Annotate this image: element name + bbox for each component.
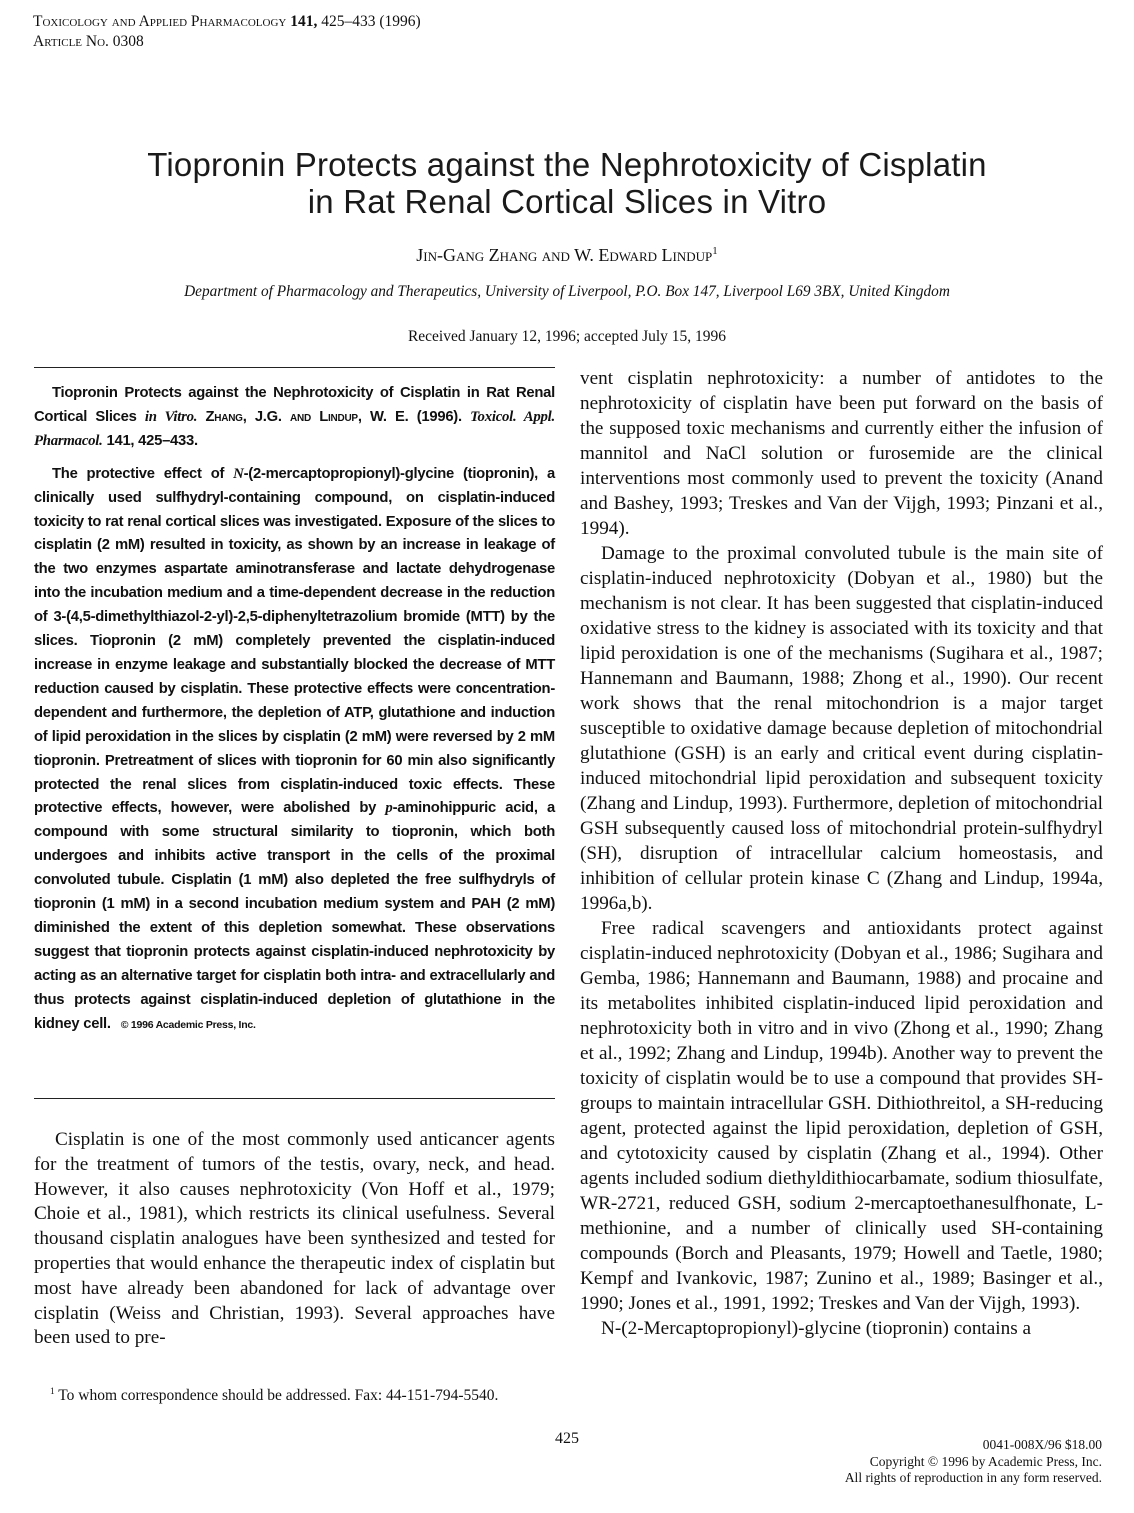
running-head xyxy=(33,12,421,52)
abstract-bottom-rule xyxy=(34,1098,555,1099)
right-paragraph-2: Damage to the proximal convoluted tubule is the main site of cisplatin-induced nephrotoxicity (Dobyan et al., 1980) but the mechanism is not clear. It has been suggested that cisplatin-induced oxidative stress to the kidney is associated with its toxicity and that lipid peroxidation is one of the mechanisms (Sugihara et al., 1987; Hannemann and Baumann, 1988; Zhong et al., 1990). Our recent work shows that the renal mitochondrion is a major target susceptible to oxidative damage because depletion of mitochondrial glutathione (GSH) is an early and critical event during cisplatin-induced mitochondrial lipid peroxidation and subsequent toxicity (Zhang and Lindup, 1993). Furthermore, depletion of mitochondrial GSH subsequently caused loss of mitochondrial protein-sulfhydryl (SH), disruption of intracellular calcium homeostasis, and inhibition of cellular protein kinase C (Zhang and Lindup, 1994a, 1996a,b). xyxy=(580,543,1103,914)
issn-code: 0041-008X/96 $18.00 xyxy=(982,1437,1102,1452)
citation-title: Tiopronin Protects against the Nephrotoxicity of Cisplatin in Rat Renal Cortical Slices xyxy=(34,385,555,425)
abstract xyxy=(34,382,555,1037)
left-column-body xyxy=(34,1128,555,1351)
pages-year: 425–433 (1996) xyxy=(321,13,421,30)
title-line-2: in Rat Renal Cortical Slices in Vitro xyxy=(307,183,827,220)
copyright-block xyxy=(845,1437,1102,1487)
author-names: Jin-Gang Zhang and W. Edward Lindup xyxy=(416,245,713,265)
intro-paragraph: Cisplatin is one of the most commonly used anticancer agents for the treatment of tumors of the testis, ovary, neck, and head. However, it also causes nephrotoxicity (Von Hoff et al., 1979; Choie et al., 1981), which restricts its clinical usefulness. Several thousand cisplatin analogues have been synthesized and tested for properties that would enhance the therapeutic index of cisplatin but most have already been abandoned for lack of advantage over cisplatin (Weiss and Christian, 1993). Several approaches have been used to pre- xyxy=(34,1129,555,1349)
citation-invitro: in Vitro. xyxy=(144,408,198,425)
citation-authors: Zhang, J.G. and Lindup, W. E. (1996). xyxy=(205,408,462,425)
abstract-body-pre: The protective effect of xyxy=(52,465,225,482)
title-line-1: Tiopronin Protects against the Nephrotoxicity of Cisplatin xyxy=(147,146,987,183)
right-paragraph-4: N-(2-Mercaptopropionyl)-glycine (tiopronin) contains a xyxy=(601,1318,1031,1339)
page-number: 425 xyxy=(555,1430,579,1447)
right-paragraph-1: vent cisplatin nephrotoxicity: a number of antidotes to the nephrotoxicity of cisplatin have been put forward on the basis of the supposed toxic mechanisms and currently either the infusion of mannitol and NaCl solution or furosemide are the clinical interventions most commonly used to prevent the toxicity (Anand and Bashey, 1993; Treskes and Van der Vijgh, 1993; Pinzani et al., 1994). xyxy=(580,368,1103,539)
article-title xyxy=(60,146,1074,220)
footnote-mark: 1 xyxy=(50,1386,55,1397)
volume: 141, xyxy=(290,13,318,30)
received-date: Received January 12, 1996; accepted July 15, 1996 xyxy=(407,328,727,345)
article-label: Article No. xyxy=(33,33,109,50)
abstract-citation xyxy=(34,382,555,454)
citation-journal: Toxicol. Appl. Pharmacol. xyxy=(34,408,555,449)
journal-line xyxy=(33,12,421,32)
footnote xyxy=(34,1387,555,1405)
abstract-body-rest: -aminohippuric acid, a compound with some structural similarity to tiopronin, which both undergoes and inhibits active transport in the cells of the proximal convoluted tubule. Cisplatin (1 mM) also depleted the free sulfhydryls of tiopronin (1 mM) in a second incubation medium system and PAH (2 mM) diminished the extent of this depletion somewhat. These observations suggest that tiopronin protects against cisplatin-induced nephrotoxicity by acting as an alternative target for cisplatin both intra- and extracellularly and thus protects against cisplatin-induced depletion of glutathione in the kidney cell. xyxy=(34,800,555,1032)
authors xyxy=(0,245,1134,266)
rights-line: All rights of reproduction in any form reserved. xyxy=(844,1470,1102,1485)
article-number: 0308 xyxy=(112,33,144,50)
abstract-copyright: © 1996 Academic Press, Inc. xyxy=(120,1018,256,1031)
journal-name: Toxicology and Applied Pharmacology xyxy=(33,13,287,30)
affiliation: Department of Pharmacology and Therapeutics, University of Liverpool, P.O. Box 147, Liverpool L69 3BX, United Kingdom xyxy=(184,283,950,300)
abstract-body-n: N xyxy=(233,465,244,482)
author-footnote-mark: 1 xyxy=(712,245,718,257)
abstract-body-p: p xyxy=(385,800,393,817)
citation-pages: 141, 425–433. xyxy=(106,432,198,449)
abstract-body xyxy=(34,463,555,1038)
abstract-body-main: -(2-mercaptopropionyl)-glycine (tiopronin), a clinically used sulfhydryl-containing compound, on cisplatin-induced toxicity to rat renal cortical slices was investigated. Exposure of the slices to cisplatin (2 mM) resulted in toxicity, as shown by an increase in leakage of the two enzymes aspartate aminotransferase and lactate dehydrogenase into the incubation medium and a time-dependent decrease in the reduction of 3-(4,5-dimethylthiazol-2-yl)-2,5-diphenyltetrazolium bromide (MTT) by the slices. Tiopronin (2 mM) completely prevented the cisplatin-induced increase in enzyme leakage and substantially blocked the decrease of MTT reduction caused by cisplatin. These protective effects were concentration-dependent and furthermore, the depletion of ATP, glutathione and induction of lipid peroxidation in the slices by cisplatin (2 mM) were reversed by 2 mM tiopronin. Pretreatment of slices with tiopronin for 60 min also significantly protected the renal slices from cisplatin-induced toxic effects. These protective effects, however, were abolished by xyxy=(34,465,555,817)
abstract-top-rule xyxy=(34,367,555,368)
right-paragraph-3: Free radical scavengers and antioxidants protect against cisplatin-induced nephrotoxicity (Dobyan et al., 1986; Sugihara and Gemba, 1986; Hannemann and Baumann, 1988) and procaine and its metabolites inhibited cisplatin-induced lipid peroxidation and nephrotoxicity both in vitro and in vivo (Zhong et al., 1990; Zhang et al., 1992; Zhang and Lindup, 1994b). Another way to prevent the toxicity of cisplatin would be to use a compound that provides SH-groups to maintain intracellular GSH. Dithiothreitol, a SH-reducing agent, protected against the lipid peroxidation, depletion of GSH, and cytotoxicity caused by cisplatin (Zhang et al., 1994). Other agents included sodium diethyldithiocarbamate, sodium thiosulfate, WR-2721, reduced GSH, sodium 2-mercaptoethanesulfhonate, L-methionine, and a number of clinically used SH-containing compounds (Borch and Pleasants, 1979; Howell and Taetle, 1980; Kempf and Ivankovic, 1987; Zunino et al., 1989; Basinger et al., 1990; Jones et al., 1991, 1992; Treskes and Van der Vijgh, 1993). xyxy=(580,918,1103,1314)
right-column-body xyxy=(580,366,1103,1341)
copyright-line: Copyright © 1996 by Academic Press, Inc. xyxy=(869,1453,1102,1469)
article-line xyxy=(33,32,421,52)
footnote-text: To whom correspondence should be addressed. Fax: 44-151-794-5540. xyxy=(58,1387,499,1404)
